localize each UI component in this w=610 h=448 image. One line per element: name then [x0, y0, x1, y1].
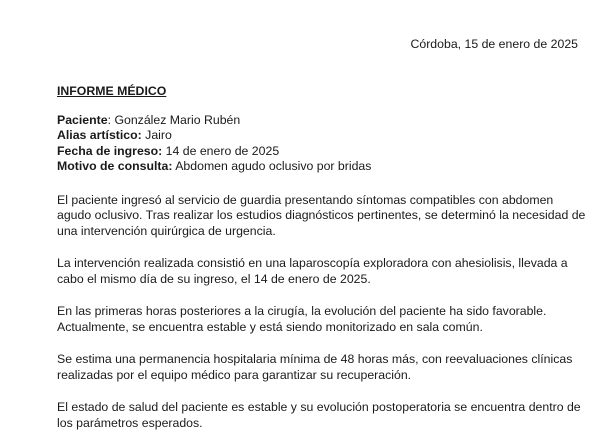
report-body: [57, 84, 587, 448]
field-admission-date: [57, 144, 587, 160]
field-label: Fecha de ingreso:: [57, 143, 163, 158]
field-label: Paciente: [57, 112, 108, 127]
field-artistic-alias: [57, 128, 587, 144]
field-label: Motivo de consulta:: [57, 159, 173, 173]
patient-fields: [57, 113, 587, 175]
paragraph-stay: Se estima una permanencia hospitalaria mínima de 48 horas más, con reevaluaciones clínicas realizadas por el equipo médico para garantizar su recuperación.: [57, 352, 573, 382]
field-patient: Paciente: González Mario Rubén: [57, 112, 241, 127]
field-value: González Mario Rubén: [114, 112, 241, 127]
field-label: Alias artístico:: [57, 128, 142, 142]
paragraph-admission: El paciente ingresó al servicio de guardia presentando síntomas compatibles con abdomen agudo oclusivo. Tras realizar los estudios diagnósticos pertinentes, se determinó la necesidad de una intervención quirúrgica de urgencia.: [57, 192, 586, 238]
field-value: Abdomen agudo oclusivo por bridas: [175, 159, 372, 173]
field-value: 14 de enero de 2025: [165, 143, 280, 158]
paragraph-status: El estado de salud del paciente es estable y su evolución postoperatoria se encuentra dentro de los parámetros esperados.: [57, 400, 581, 430]
paragraph-procedure: La intervención realizada consistió en una laparoscopía exploradora con ahesiolisis, llevada a cabo el mismo día de su ingreso, el 14 de enero de 2025.: [57, 256, 568, 286]
field-value: Jairo: [145, 128, 172, 142]
field-reason: [57, 159, 587, 175]
place-date: Córdoba, 15 de enero de 2025: [410, 37, 578, 51]
report-title: INFORME MÉDICO: [57, 84, 167, 98]
paragraph-evolution: En las primeras horas posteriores a la cirugía, la evolución del paciente ha sido favorable. Actualmente, se encuentra estable y está siendo monitorizado en sala común.: [57, 304, 547, 334]
